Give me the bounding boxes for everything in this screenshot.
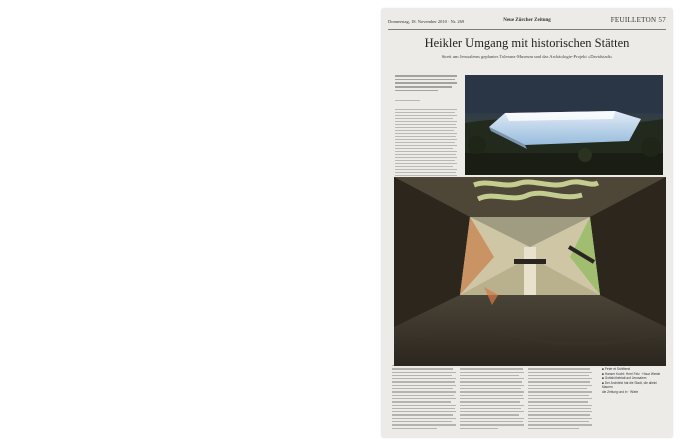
newspaper-name: Neue Zürcher Zeitung (503, 18, 551, 23)
article-subheadline: Streit um Jerusalems geplantes Toleranz-Museum und das Archäologie-Projekt «Davidstadt» (441, 54, 613, 59)
infobox-line: ■ Der Architekt hat die Stadt, die alleini Mauern (602, 380, 657, 389)
museum-rendering-illustration (465, 75, 663, 175)
section-label: FEUILLETON 57 (610, 16, 666, 24)
infobox-line: ■ Peter et Schiftend (602, 367, 631, 371)
infobox-line: die Zeitung und in · Wiele (602, 389, 639, 394)
infobox-line: ■ Gottshöheblatt auf Jerusalem (602, 376, 647, 380)
graffiti-tunnel-photo (394, 177, 666, 366)
museum-rendering-photo (465, 75, 663, 175)
article-headline: Heikler Umgang mit historischen Stätten (424, 36, 630, 50)
article-infobox (602, 367, 664, 394)
infobox-line: ■ Hanser Kocht: Herri Felz · Hauz Werde (602, 371, 661, 376)
tunnel-installation-illustration (394, 177, 666, 366)
lead-column (395, 75, 457, 185)
issue-date: Donnerstag, 18. November 2010 · Nr. 269 (388, 19, 465, 24)
masthead (388, 13, 666, 30)
